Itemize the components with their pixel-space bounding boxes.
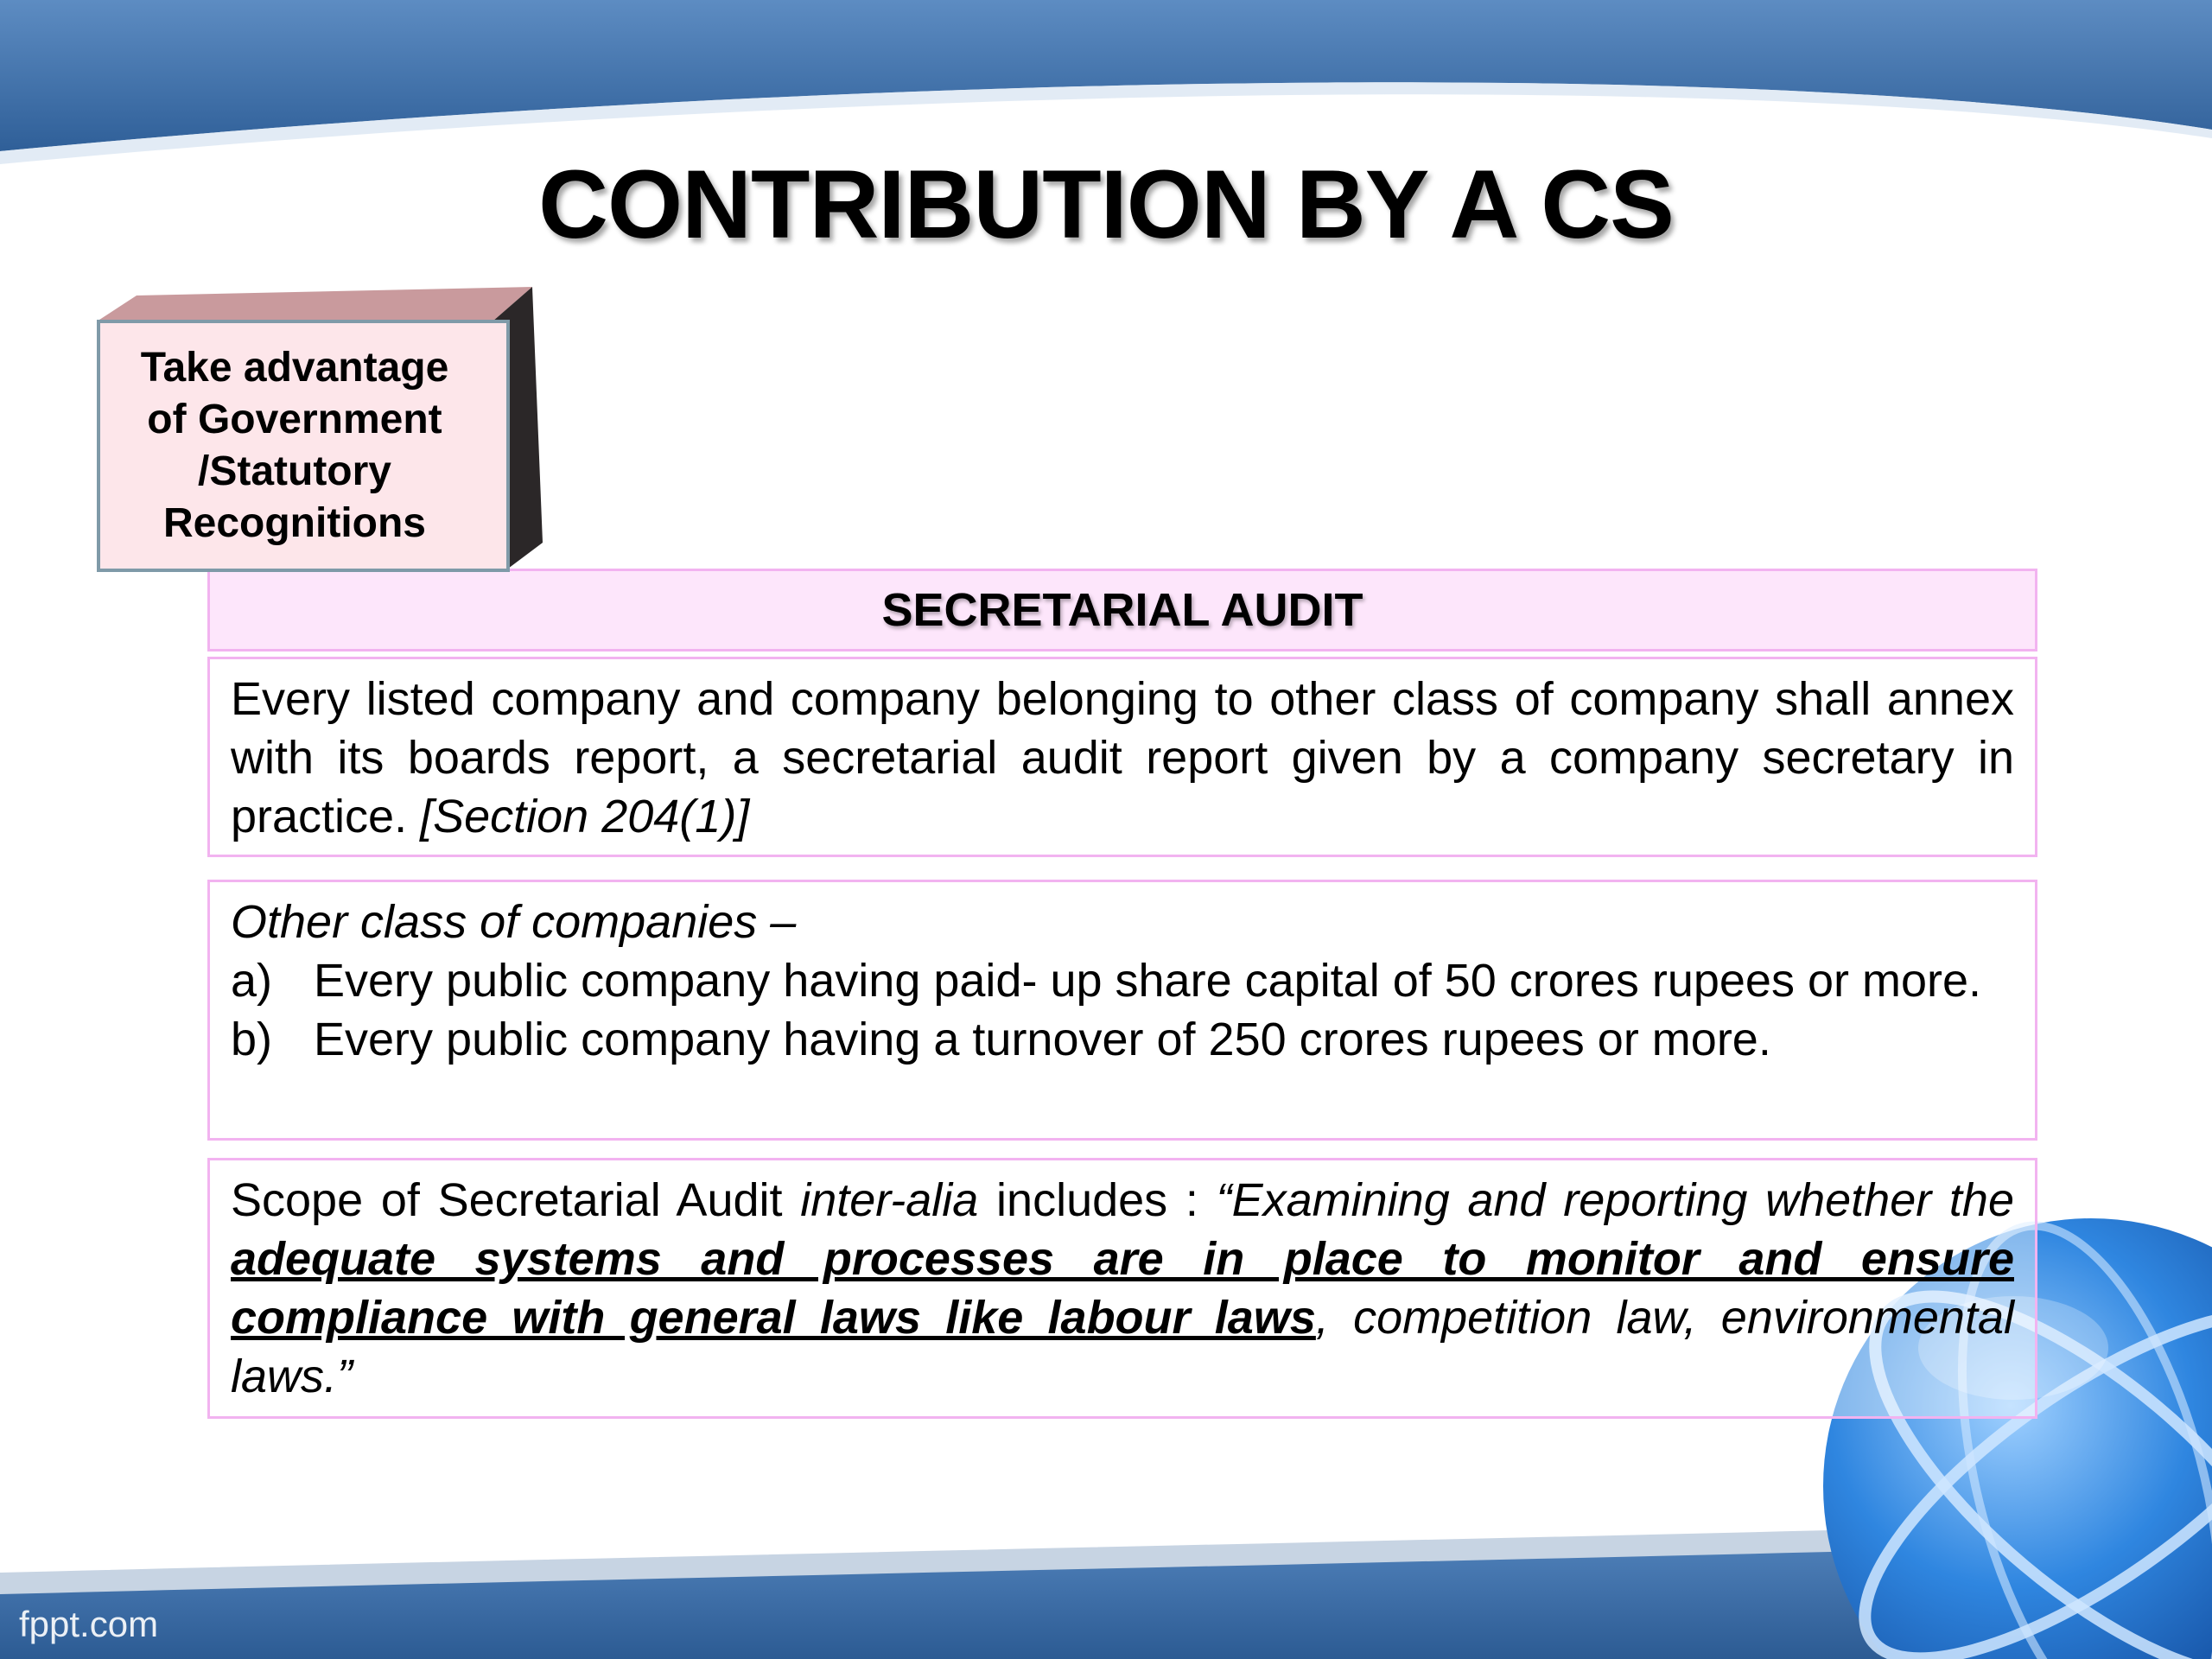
section-header: SECRETARIAL AUDIT — [207, 569, 2037, 652]
slide-title: CONTRIBUTION BY A CS — [538, 150, 1674, 258]
list-item-text: Every public company having a turnover of 250 crores rupees or more. — [314, 1014, 1771, 1065]
other-class-list — [231, 893, 2014, 1069]
scope-lead-tail: includes : — [978, 1174, 1217, 1226]
panel-audit-requirement — [207, 657, 2037, 857]
panel-audit-scope — [207, 1158, 2037, 1419]
scope-lead-italic: inter-alia — [800, 1174, 979, 1226]
panel-other-class — [207, 880, 2037, 1141]
block-label: Take advantage of Government /Statutory Recognitions — [140, 345, 449, 546]
other-class-intro: Other class of companies – — [231, 896, 797, 948]
scope-emphasis: adequate systems and processes are in place to monitor and ensure compliance with general laws like labour laws — [231, 1233, 2014, 1344]
scope-quote-start: “Examining and reporting whether the — [1216, 1174, 2014, 1226]
paragraph-requirement — [231, 670, 2014, 846]
list-marker: a) — [231, 955, 273, 1007]
section-citation: [Section 204(1)] — [420, 791, 750, 842]
list-item — [231, 951, 2014, 1010]
list-marker: b) — [231, 1014, 273, 1065]
list-item-text: Every public company having paid- up share capital of 50 crores rupees or more. — [314, 955, 1981, 1007]
requirement-text: Every listed company and company belonging to other class of company shall annex with its boards report, a secretarial audit report given by a company secretary in practice. — [231, 673, 2014, 842]
footer-brand: fppt.com — [19, 1604, 159, 1644]
paragraph-scope — [231, 1171, 2014, 1406]
scope-lead: Scope of Secretarial Audit — [231, 1174, 801, 1226]
list-item — [231, 1010, 2014, 1069]
scope-quote-end: , competition law, environmental laws.” — [231, 1292, 2014, 1402]
